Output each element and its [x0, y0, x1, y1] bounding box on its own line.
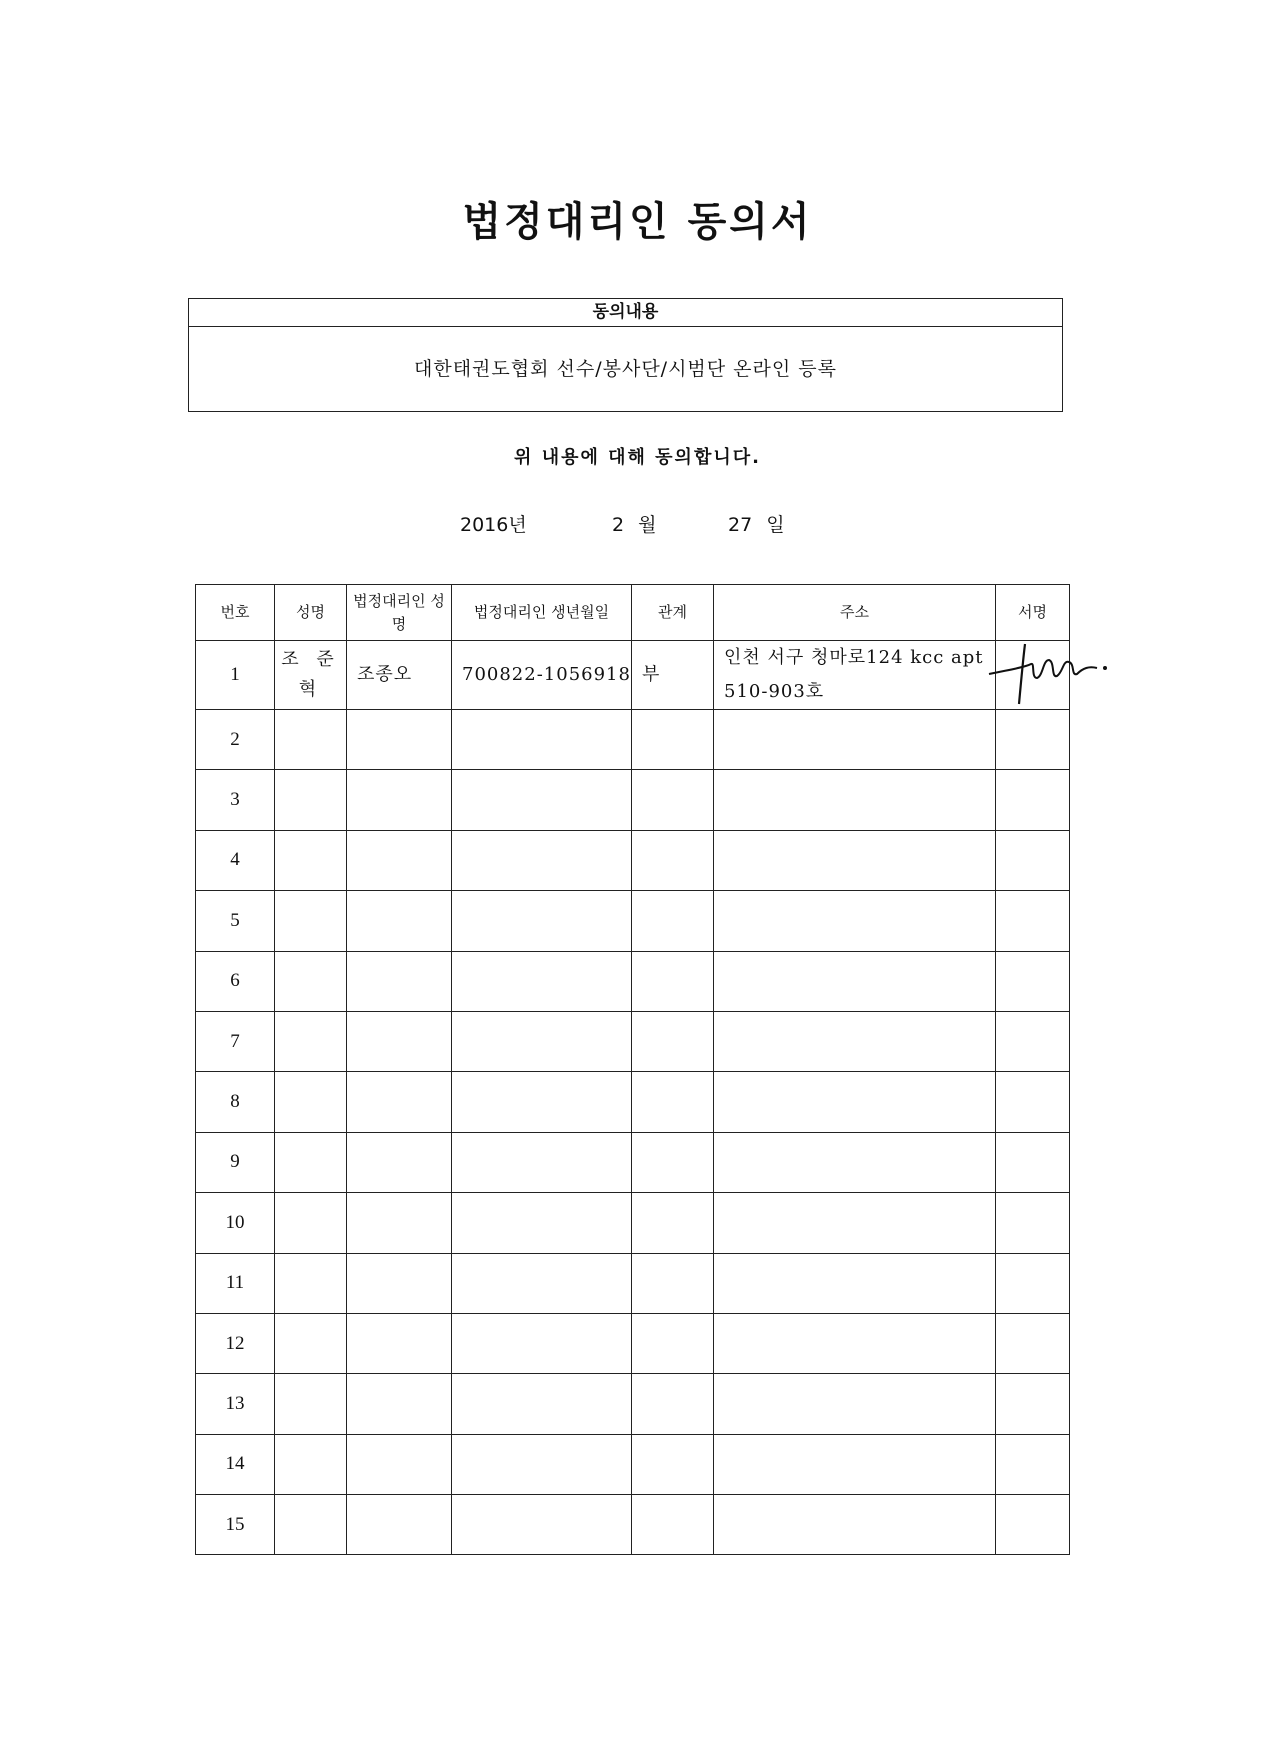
- participant-name: 조 준 혁: [275, 641, 347, 710]
- relation: 부: [632, 641, 714, 710]
- signature-cell: [996, 1313, 1070, 1373]
- guardian-name: [347, 1434, 452, 1494]
- guardian-birth-date: [452, 1434, 632, 1494]
- guardian-birth-date: [452, 1495, 632, 1555]
- guardian-name: [347, 1072, 452, 1132]
- relation: [632, 830, 714, 890]
- guardian-name: [347, 1011, 452, 1071]
- relation: [632, 1253, 714, 1313]
- relation: [632, 710, 714, 770]
- header-signature: 서명: [996, 585, 1070, 641]
- consent-header: 동의내용: [189, 299, 1062, 327]
- guardian-name: [347, 1495, 452, 1555]
- row-number: 3: [196, 770, 275, 830]
- row-number: 13: [196, 1374, 275, 1434]
- guardian-name: [347, 1313, 452, 1373]
- relation: [632, 1313, 714, 1373]
- date-month: [612, 510, 656, 537]
- participant-name: [275, 1434, 347, 1494]
- participant-name: [275, 1495, 347, 1555]
- row-number: 1: [196, 641, 275, 710]
- date-year: 2016년: [460, 514, 527, 536]
- address: [714, 1374, 996, 1434]
- row-number: 12: [196, 1313, 275, 1373]
- relation: [632, 1374, 714, 1434]
- guardian-name: [347, 1253, 452, 1313]
- date-day-unit: 일: [766, 514, 785, 536]
- guardian-birth-date: 700822-1056918: [452, 641, 632, 710]
- signature-cell: [996, 1132, 1070, 1192]
- table-row: [196, 1011, 1070, 1071]
- address: [714, 710, 996, 770]
- document-title: 법정대리인 동의서: [462, 199, 813, 245]
- signature-cell: [996, 951, 1070, 1011]
- guardian-birth-date: [452, 770, 632, 830]
- guardian-name: [347, 770, 452, 830]
- address: [714, 1495, 996, 1555]
- row-number: 7: [196, 1011, 275, 1071]
- table-row: [196, 1253, 1070, 1313]
- address: [714, 951, 996, 1011]
- address: [714, 1011, 996, 1071]
- signature-cell: [996, 891, 1070, 951]
- row-number: 9: [196, 1132, 275, 1192]
- guardian-birth-date: [452, 891, 632, 951]
- row-number: 5: [196, 891, 275, 951]
- table-row: [196, 891, 1070, 951]
- relation: [632, 1132, 714, 1192]
- header-number: 번호: [196, 585, 275, 641]
- relation: [632, 1072, 714, 1132]
- guardian-birth-date: [452, 830, 632, 890]
- row-number: 6: [196, 951, 275, 1011]
- relation: [632, 1495, 714, 1555]
- relation: [632, 1193, 714, 1253]
- header-guardian-birth: 법정대리인 생년월일: [452, 585, 632, 641]
- date-day: [728, 510, 785, 537]
- consent-box: [188, 298, 1063, 412]
- relation: [632, 1434, 714, 1494]
- relation: [632, 770, 714, 830]
- signature-cell: [996, 1011, 1070, 1071]
- header-guardian-name: 법정대리인 성명: [347, 585, 452, 641]
- table-row: [196, 951, 1070, 1011]
- guardian-birth-date: [452, 1132, 632, 1192]
- guardian-birth-date: [452, 1253, 632, 1313]
- address: [714, 1434, 996, 1494]
- header-name: 성명: [275, 585, 347, 641]
- participant-name: [275, 1313, 347, 1373]
- header-address: 주소: [714, 585, 996, 641]
- signature-cell: [996, 1253, 1070, 1313]
- guardian-name: [347, 951, 452, 1011]
- row-number: 10: [196, 1193, 275, 1253]
- participant-name: [275, 1072, 347, 1132]
- date-day-value: 27: [728, 514, 753, 536]
- participant-name: [275, 1193, 347, 1253]
- header-relation: 관계: [632, 585, 714, 641]
- table-row: [196, 1193, 1070, 1253]
- signature-cell: [996, 1495, 1070, 1555]
- row-number: 15: [196, 1495, 275, 1555]
- date-month-value: 2: [612, 514, 625, 536]
- table-row: [196, 1495, 1070, 1555]
- address: 인천 서구 청마로124 kcc apt 510-903호: [714, 641, 996, 710]
- signature-cell: [996, 1072, 1070, 1132]
- signature-cell: [996, 1193, 1070, 1253]
- participant-name: [275, 891, 347, 951]
- participant-name: [275, 1253, 347, 1313]
- address: [714, 770, 996, 830]
- address: [714, 1132, 996, 1192]
- participant-name: [275, 830, 347, 890]
- table-row: [196, 710, 1070, 770]
- address: [714, 1313, 996, 1373]
- guardian-birth-date: [452, 1374, 632, 1434]
- signature-cell: [996, 1434, 1070, 1494]
- signature-cell: [996, 710, 1070, 770]
- address: [714, 1193, 996, 1253]
- participant-name: [275, 1132, 347, 1192]
- guardian-birth-date: [452, 710, 632, 770]
- guardian-birth-date: [452, 1193, 632, 1253]
- participant-name: [275, 770, 347, 830]
- row-number: 14: [196, 1434, 275, 1494]
- address: [714, 891, 996, 951]
- signature-cell: [996, 830, 1070, 890]
- relation: [632, 891, 714, 951]
- table-row: [196, 770, 1070, 830]
- participant-name: [275, 710, 347, 770]
- guardian-birth-date: [452, 951, 632, 1011]
- table-row: [196, 1313, 1070, 1373]
- participant-name: [275, 951, 347, 1011]
- relation: [632, 951, 714, 1011]
- table-row: [196, 830, 1070, 890]
- row-number: 11: [196, 1253, 275, 1313]
- guardian-birth-date: [452, 1011, 632, 1071]
- table-row: [196, 1434, 1070, 1494]
- address: [714, 830, 996, 890]
- row-number: 2: [196, 710, 275, 770]
- table-header-row: [196, 585, 1070, 641]
- guardian-name: [347, 1132, 452, 1192]
- participant-name: [275, 1374, 347, 1434]
- guardian-name: [347, 891, 452, 951]
- guardian-name: [347, 1374, 452, 1434]
- guardian-name: [347, 830, 452, 890]
- guardian-name: 조종오: [347, 641, 452, 710]
- consent-content: 대한태권도협회 선수/봉사단/시범단 온라인 등록: [413, 358, 837, 380]
- relation: [632, 1011, 714, 1071]
- guardian-name: [347, 710, 452, 770]
- registration-table: [195, 584, 1070, 1555]
- participant-name: [275, 1011, 347, 1071]
- table-row: [196, 1072, 1070, 1132]
- signature-cell: [996, 770, 1070, 830]
- signature-cell: [996, 1374, 1070, 1434]
- table-row: [196, 1374, 1070, 1434]
- guardian-birth-date: [452, 1313, 632, 1373]
- handwritten-signature: [985, 638, 1130, 706]
- guardian-name: [347, 1193, 452, 1253]
- date-month-unit: 월: [638, 514, 657, 536]
- address: [714, 1072, 996, 1132]
- table-row: [196, 641, 1070, 710]
- row-number: 4: [196, 830, 275, 890]
- guardian-birth-date: [452, 1072, 632, 1132]
- table-row: [196, 1132, 1070, 1192]
- agreement-statement: 위 내용에 대해 동의합니다.: [514, 447, 761, 468]
- address: [714, 1253, 996, 1313]
- row-number: 8: [196, 1072, 275, 1132]
